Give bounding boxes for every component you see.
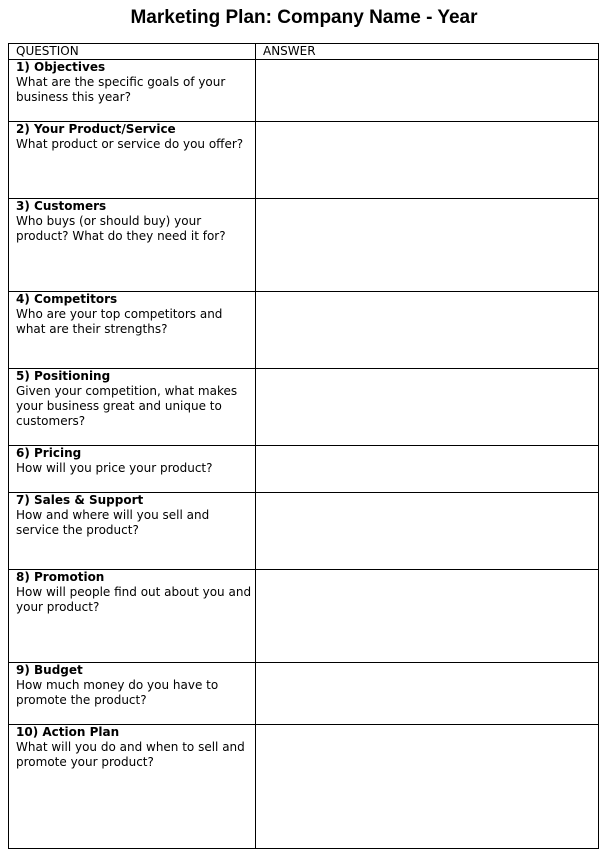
question-text: How much money do you have to promote the product? [16,678,219,707]
question-heading: 9) Budget [16,663,83,677]
question-text: How will people find out about you and your product? [16,585,252,614]
question-text: Who buys (or should buy) your product? What do they need it for? [16,214,226,243]
marketing-plan-table [8,43,599,849]
question-cell [9,493,256,570]
question-cell [9,122,256,199]
question-cell [9,369,256,446]
page-title: Marketing Plan: Company Name - Year [130,7,478,28]
question-cell [9,292,256,369]
question-text: Who are your top competitors and what are their strengths? [16,307,223,336]
question-cell [9,446,256,493]
question-cell [9,199,256,292]
question-heading: 3) Customers [16,199,107,213]
answer-cell[interactable] [256,60,599,122]
answer-cell[interactable] [256,725,599,849]
question-cell [9,663,256,725]
table-row [9,199,599,292]
table-row [9,663,599,725]
question-heading: 4) Competitors [16,292,118,306]
question-heading: 5) Positioning [16,369,111,383]
table-row [9,60,599,122]
question-heading: 1) Objectives [16,60,106,74]
question-heading: 2) Your Product/Service [16,122,176,136]
answer-cell[interactable] [256,292,599,369]
answer-cell[interactable] [256,570,599,663]
question-text: How and where will you sell and service the product? [16,508,210,537]
answer-cell[interactable] [256,199,599,292]
question-text: How will you price your product? [16,461,213,475]
table-row [9,725,599,849]
answer-cell[interactable] [256,446,599,493]
question-heading: 10) Action Plan [16,725,120,739]
question-heading: 7) Sales & Support [16,493,144,507]
question-heading: 6) Pricing [16,446,82,460]
answer-cell[interactable] [256,493,599,570]
question-heading: 8) Promotion [16,570,105,584]
table-row [9,493,599,570]
table-row [9,122,599,199]
answer-cell[interactable] [256,122,599,199]
question-text: Given your competition, what makes your business great and unique to customers? [16,384,238,428]
answer-cell[interactable] [256,369,599,446]
table-row [9,446,599,493]
question-cell [9,60,256,122]
question-column-header: QUESTION [9,44,256,60]
table-row [9,292,599,369]
question-text: What are the specific goals of your business this year? [16,75,226,104]
table-row [9,570,599,663]
question-text: What will you do and when to sell and promote your product? [16,740,245,769]
answer-cell[interactable] [256,663,599,725]
question-cell [9,570,256,663]
answer-column-header: ANSWER [256,44,599,60]
question-cell [9,725,256,849]
table-row [9,369,599,446]
question-text: What product or service do you offer? [16,137,244,151]
table-header-row [9,44,599,60]
